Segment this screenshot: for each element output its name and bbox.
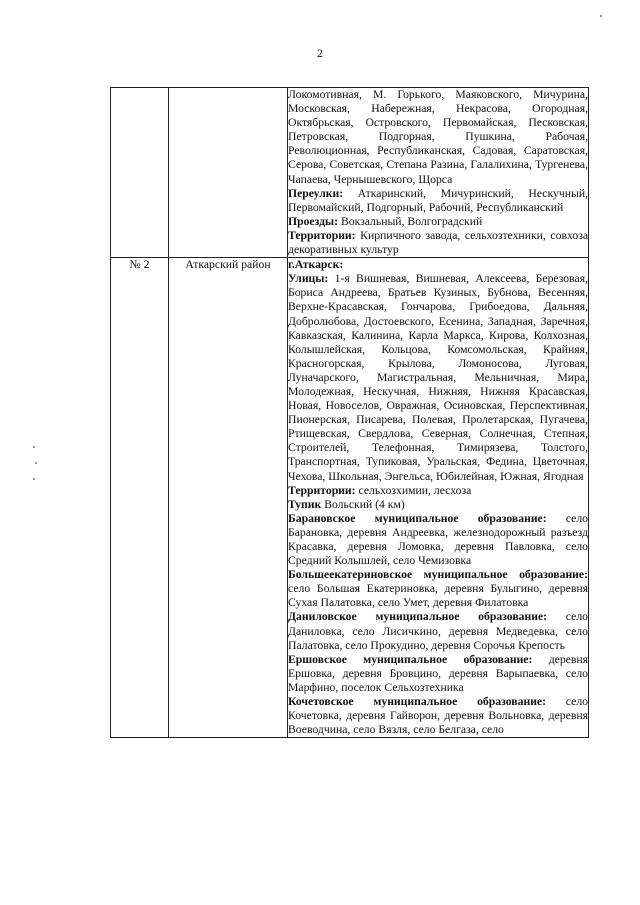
addresses-cell: [288, 88, 589, 258]
territories-paragraph: [288, 229, 588, 257]
paragraph-text: Кирпичного завода, сельхозтехники, совхоза декоративных культур: [288, 228, 589, 257]
paragraph-text: Вольский (4 км): [324, 497, 405, 511]
lanes-paragraph: [288, 187, 588, 215]
paragraph-label: Кочетовское муниципальное образование:: [288, 695, 547, 709]
paragraph-label: Проезды:: [288, 214, 339, 228]
paragraph-text: сельхозхимии, лесхоза: [358, 483, 472, 497]
district-cell: [169, 88, 288, 258]
district-table: [110, 87, 589, 738]
paragraph-label: Территории:: [288, 483, 356, 497]
municipality-paragraph: [288, 695, 588, 737]
scan-mark: [33, 478, 35, 480]
paragraph-label: Большеекатериновское муниципальное образование:: [288, 568, 588, 582]
paragraph-text: село Большая Екатериновка, деревня Булыгино, деревня Сухая Палатовка, село Умет, деревня Филатовка: [288, 582, 588, 610]
paragraph-label: Тупик: [288, 497, 322, 511]
paragraph-text: Вокзальный, Волгоградский: [340, 214, 483, 228]
territories-paragraph: [288, 484, 588, 498]
municipality-paragraph: [288, 568, 588, 610]
paragraph-label: Ершовское муниципальное образование:: [288, 652, 533, 666]
streets-paragraph: [288, 272, 588, 483]
paragraph-label: Переулки:: [288, 186, 344, 200]
passages-paragraph: [288, 215, 588, 229]
paragraph-text: Локомотивная, М. Горького, Маяковского, Мичурина, Московская, Набережная, Некрасова, Огородная, Октябрьская, Островского, Первомайская, Песковская, Петровская, Подгорная, Пушкина, Рабочая, Революционная, Республиканская, Садовая, Саратовская, Серова, Советская, Степана Разина, Галалихина, Тургенева, Чапаева, Чернышевского, Щорса: [288, 88, 588, 186]
paragraph-text: деревня Ершовка, деревня Бровцино, деревня Варыпаевка, село Марфино, поселок Сельхозтехника: [288, 652, 589, 694]
city-title: [288, 258, 588, 272]
streets-continued: [288, 88, 588, 187]
district-cell: Аткарский район: [169, 258, 288, 738]
row-number-cell: № 2: [111, 258, 169, 738]
municipality-paragraph: [288, 512, 588, 568]
table-row: [111, 88, 589, 258]
page-number: 2: [317, 46, 323, 60]
paragraph-label: г.Аткарск:: [288, 258, 344, 272]
paragraph-text: село Кочетовка, деревня Гайворон, деревня Вольновка, деревня Воеводчина, село Вязля, село Белгаза, село: [288, 695, 588, 737]
table-row: [111, 258, 589, 738]
paragraph-text: село Барановка, деревня Андреевка, железнодорожный разъезд Красавка, деревня Ломовка, деревня Павловка, село Средний Колышлей, село Чемизовка: [288, 511, 589, 568]
paragraph-text: село Даниловка, село Лисичкино, деревня Медведевка, село Палатовка, село Прокудино, деревня Сорочья Крепость: [288, 610, 588, 652]
paragraph-text: 1-я Вишневая, Вишневая, Алексеева, Березовая, Бориса Андреева, Братьев Кузиных, Бубнова, Весенняя, Верхне-Красавская, Гончарова, Грибоедова, Дальняя, Добролюбова, Достоевского, Есенина, Западная, Заречная, Кавказская, Калинина, Карла Маркса, Кирова, Колхозная, Колышлейская, Кольцова, Комсомольская, Крайняя, Красногорская, Крылова, Ломоносова, Луговая, Луначарского, Магистральная, Мельничная, Мира, Молодежная, Нескучная, Нижняя, Нижняя Красавская, Новая, Новоселов, Овражная, Осиновская, Перспективная, Пионерская, Писарева, Полевая, Пролетарская, Пугачева, Ртищевская, Свердлова, Северная, Солнечная, Степная, Строителей, Телефонная, Тимирязева, Толстого, Транспортная, Тупиковая, Уральская, Федина, Цветочная, Чехова, Школьная, Энгельса, Юбилейная, Южная, Ягодная: [288, 272, 588, 483]
row-number-cell: [111, 88, 169, 258]
paragraph-label: Территории:: [288, 228, 356, 242]
dead-end-paragraph: [288, 498, 588, 512]
scan-mark: [600, 15, 602, 17]
paragraph-label: Барановское муниципальное образование:: [288, 511, 547, 525]
paragraph-label: Улицы:: [288, 272, 329, 286]
municipality-paragraph: [288, 610, 588, 652]
paragraph-text: Аткаринский, Мичуринский, Нескучный, Первомайский, Подгорный, Рабочий, Республиканский: [288, 186, 589, 214]
paragraph-label: Даниловское муниципальное образование:: [288, 610, 548, 624]
scan-mark: [35, 462, 37, 464]
addresses-cell: [288, 258, 589, 738]
scan-mark: [33, 446, 35, 448]
municipality-paragraph: [288, 653, 588, 695]
